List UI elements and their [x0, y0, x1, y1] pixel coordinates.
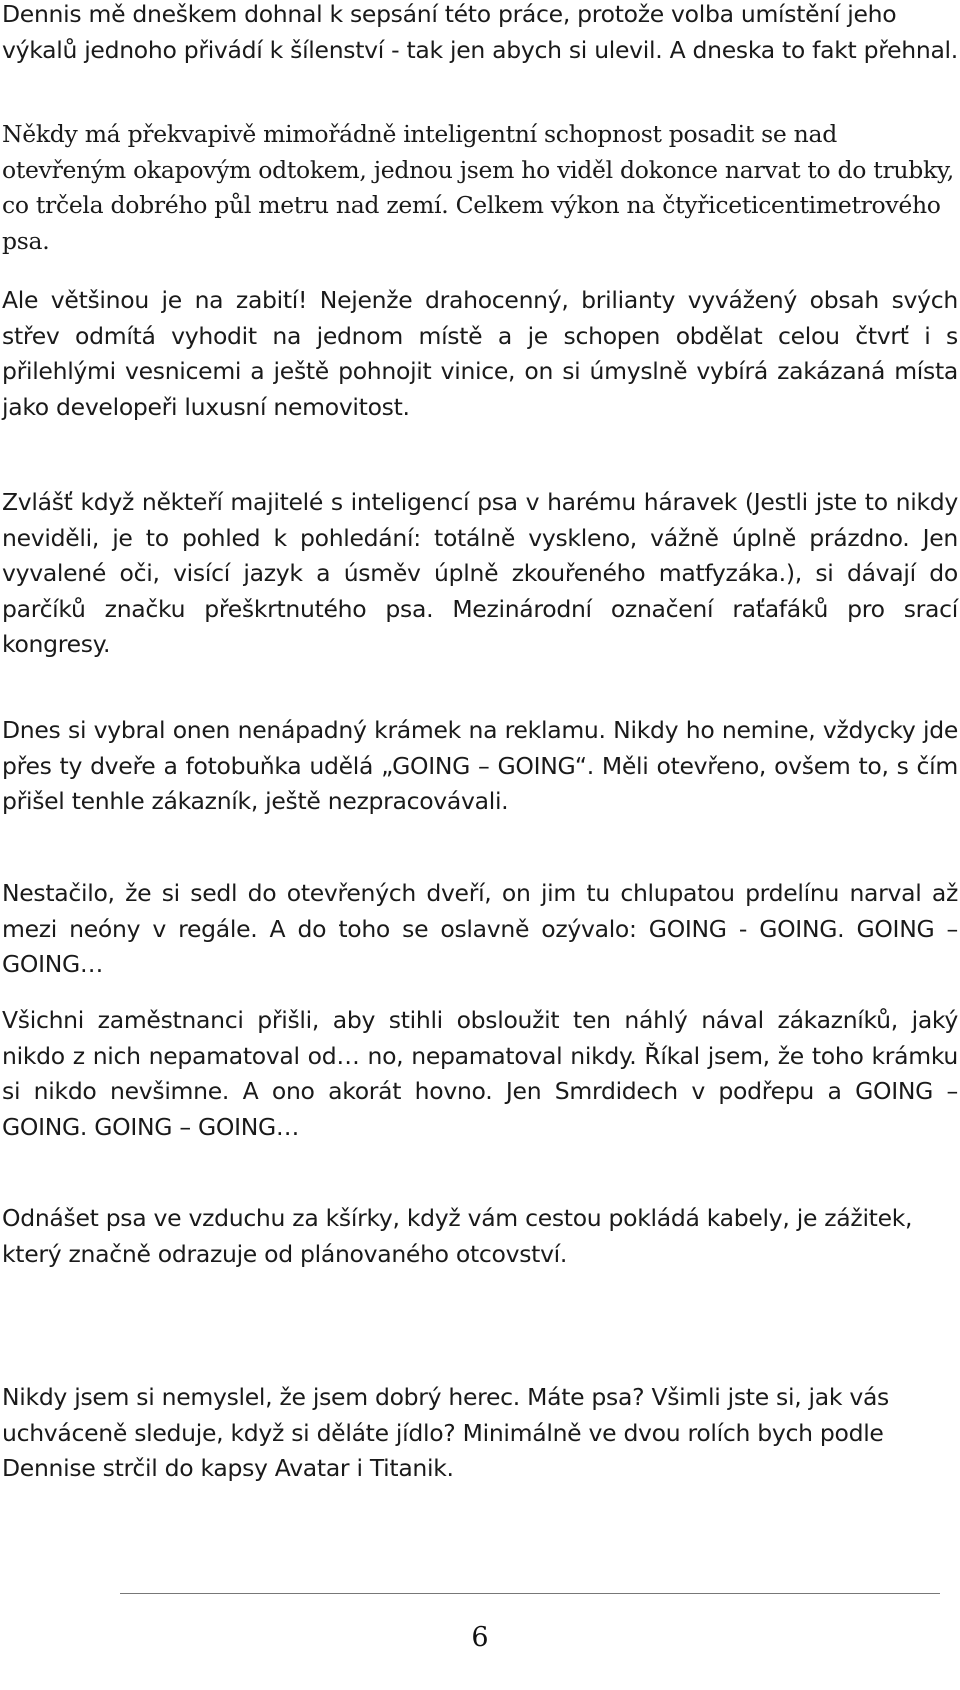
paragraph-5: Dnes si vybral onen nenápadný krámek na reklamu. Nikdy ho nemine, vždycky jde přes ty dveře a fotobuňka udělá „GOING – GOING“. Měli otevřeno, ovšem to, s čím přišel tenhle zákazník, ještě nezpracovávali.	[2, 716, 958, 815]
paragraph-7: Všichni zaměstnanci přišli, aby stihli obsloužit ten náhlý nával zákazníků, jaký nikdo z nich nepamatoval od… no, nepamatoval nikdy. Říkal jsem, že toho krámku si nikdo nevšimne. A ono akorát hovno. Jen Smrdidech v podřepu a GOING – GOING. GOING – GOING…	[2, 1006, 958, 1141]
footer-divider	[120, 1593, 940, 1594]
paragraph-1: Dennis mě dneškem dohnal k sepsání této práce, protože volba umístění jeho výkalů jednoho přivádí k šílenství - tak jen abych si ulevil. A dneska to fakt přehnal.	[2, 0, 958, 64]
paragraph-8: Odnášet psa ve vzduchu za kšírky, když vám cestou pokládá kabely, je zážitek, který značně odrazuje od plánovaného otcovství.	[2, 1204, 913, 1268]
paragraph-9: Nikdy jsem si nemyslel, že jsem dobrý herec. Máte psa? Všimli jste si, jak vás uchváceně sleduje, když si děláte jídlo? Minimálně ve dvou rolích bych podle Dennise strčil do kapsy Avatar i Titanik.	[2, 1383, 889, 1482]
paragraph-2: Někdy má překvapivě mimořádně inteligentní schopnost posadit se nad otevřeným okapovým odtokem, jednou jsem ho viděl dokonce narvat to do trubky, co trčela dobrého půl metru nad zemí. Celkem výkon na čtyřiceticentimetrového psa.	[2, 120, 954, 255]
page-number: 6	[471, 1622, 489, 1653]
paragraph-3: Ale většinou je na zabití! Nejenže drahocenný, brilianty vyvážený obsah svých střev odmítá vyhodit na jednom místě a je schopen obdělat celou čtvrť i s přilehlými vesnicemi a ještě pohnojit vinice, on si úmyslně vybírá zakázaná místa jako developeři luxusní nemovitost.	[2, 286, 958, 421]
paragraph-4: Zvlášť když někteří majitelé s inteligencí psa v harému háravek (Jestli jste to nikdy neviděli, je to pohled k pohledání: totálně vyskleno, vážně úplně prázdno. Jen vyvalené oči, visící jazyk a úsměv úplně zkouřeného matfyzáka.), si dávají do parčíků značku přeškrtnutého psa. Mezinárodní označení raťafáků pro srací kongresy.	[2, 488, 958, 658]
paragraph-6: Nestačilo, že si sedl do otevřených dveří, on jim tu chlupatou prdelínu narval až mezi neóny v regále. A do toho se oslavně ozývalo: GOING - GOING. GOING – GOING…	[2, 879, 958, 978]
